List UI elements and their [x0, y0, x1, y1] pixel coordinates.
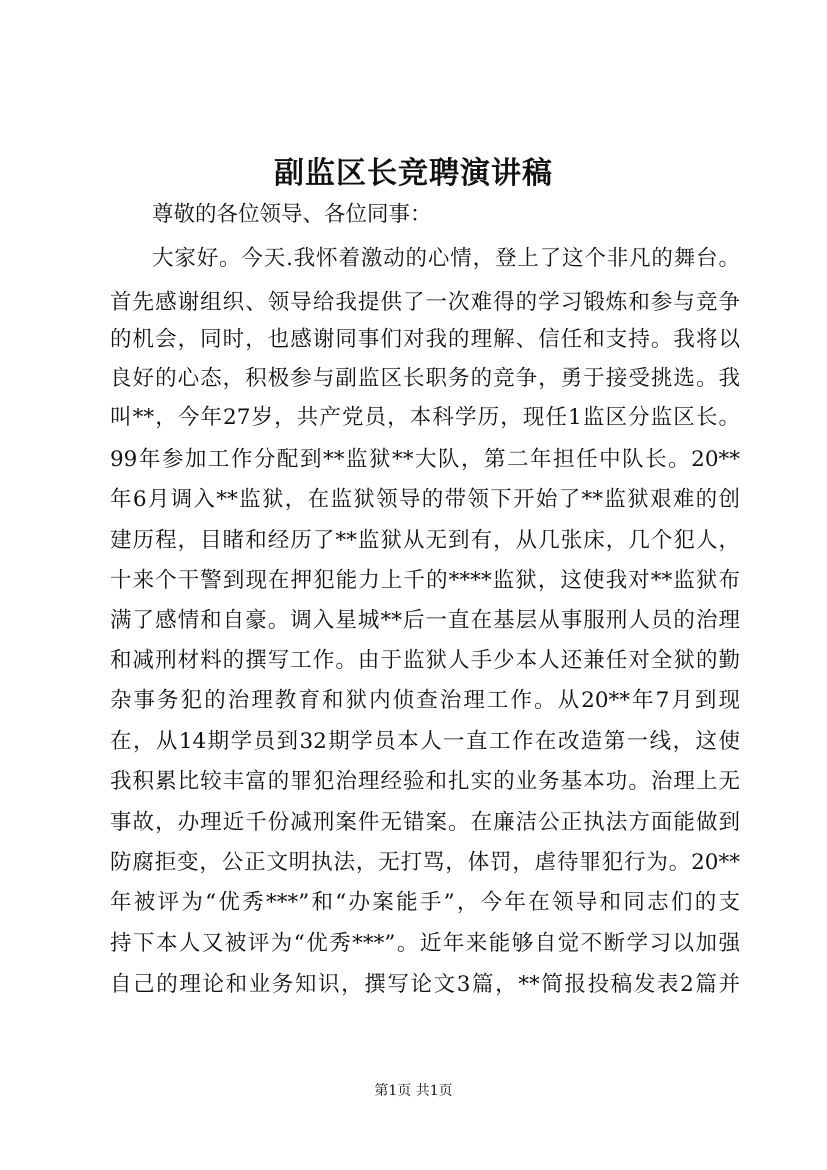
paragraph-line: 99年参加工作分配到**监狱**大队，第二年担任中队长。20**	[110, 447, 740, 472]
salutation: 尊敬的各位领导、各位同事：	[152, 202, 432, 227]
paragraph-line: 满了感情和自豪。调入星城**后一直在基层从事服刑人员的治理	[110, 608, 740, 633]
paragraph-line: 良好的心态，积极参与副监区长职务的竞争，勇于接受挑选。我	[110, 366, 740, 391]
paragraph-line: 在，从14期学员到32期学员本人一直工作在改造第一线，这使	[110, 729, 740, 754]
paragraph-line: 建历程，目睹和经历了**监狱从无到有，从几张床，几个犯人，	[110, 528, 740, 553]
page-footer: 第1页 共1页	[374, 1083, 453, 1099]
paragraph-line: 首先感谢组织、领导给我提供了一次难得的学习锻炼和参与竞争	[110, 290, 740, 315]
paragraph-line: 年6月调入**监狱，在监狱领导的带领下开始了**监狱艰难的创	[110, 487, 740, 512]
paragraph-line: 持下本人又被评为“优秀***”。近年来能够自觉不断学习以加强	[110, 931, 740, 956]
paragraph-line: 杂事务犯的治理教育和狱内侦查治理工作。从20**年7月到现	[110, 688, 740, 713]
paragraph-line: 和减刑材料的撰写工作。由于监狱人手少本人还兼任对全狱的勤	[110, 648, 740, 673]
paragraph-line: 事故，办理近千份减刑案件无错案。在廉洁公正执法方面能做到	[110, 810, 740, 835]
paragraph-line: 大家好。今天.我怀着激动的心情，登上了这个非凡的舞台。	[152, 246, 740, 271]
paragraph-line: 防腐拒变，公正文明执法，无打骂，体罚，虐待罪犯行为。20**	[110, 850, 740, 875]
document-title: 副监区长竞聘演讲稿	[274, 156, 553, 191]
paragraph-line: 我积累比较丰富的罪犯治理经验和扎实的业务基本功。治理上无	[110, 769, 740, 794]
paragraph-line: 的机会，同时，也感谢同事们对我的理解、信任和支持。我将以	[110, 327, 740, 352]
paragraph-line: 年被评为“优秀***”和“办案能手”，今年在领导和同志们的支	[110, 890, 740, 915]
paragraph-line: 十来个干警到现在押犯能力上千的****监狱，这使我对**监狱布	[110, 568, 740, 593]
paragraph-line: 自己的理论和业务知识，撰写论文3篇，**简报投稿发表2篇并	[110, 972, 740, 997]
paragraph-line: 叫**，今年27岁，共产党员，本科学历，现任1监区分监区长。	[110, 405, 740, 430]
